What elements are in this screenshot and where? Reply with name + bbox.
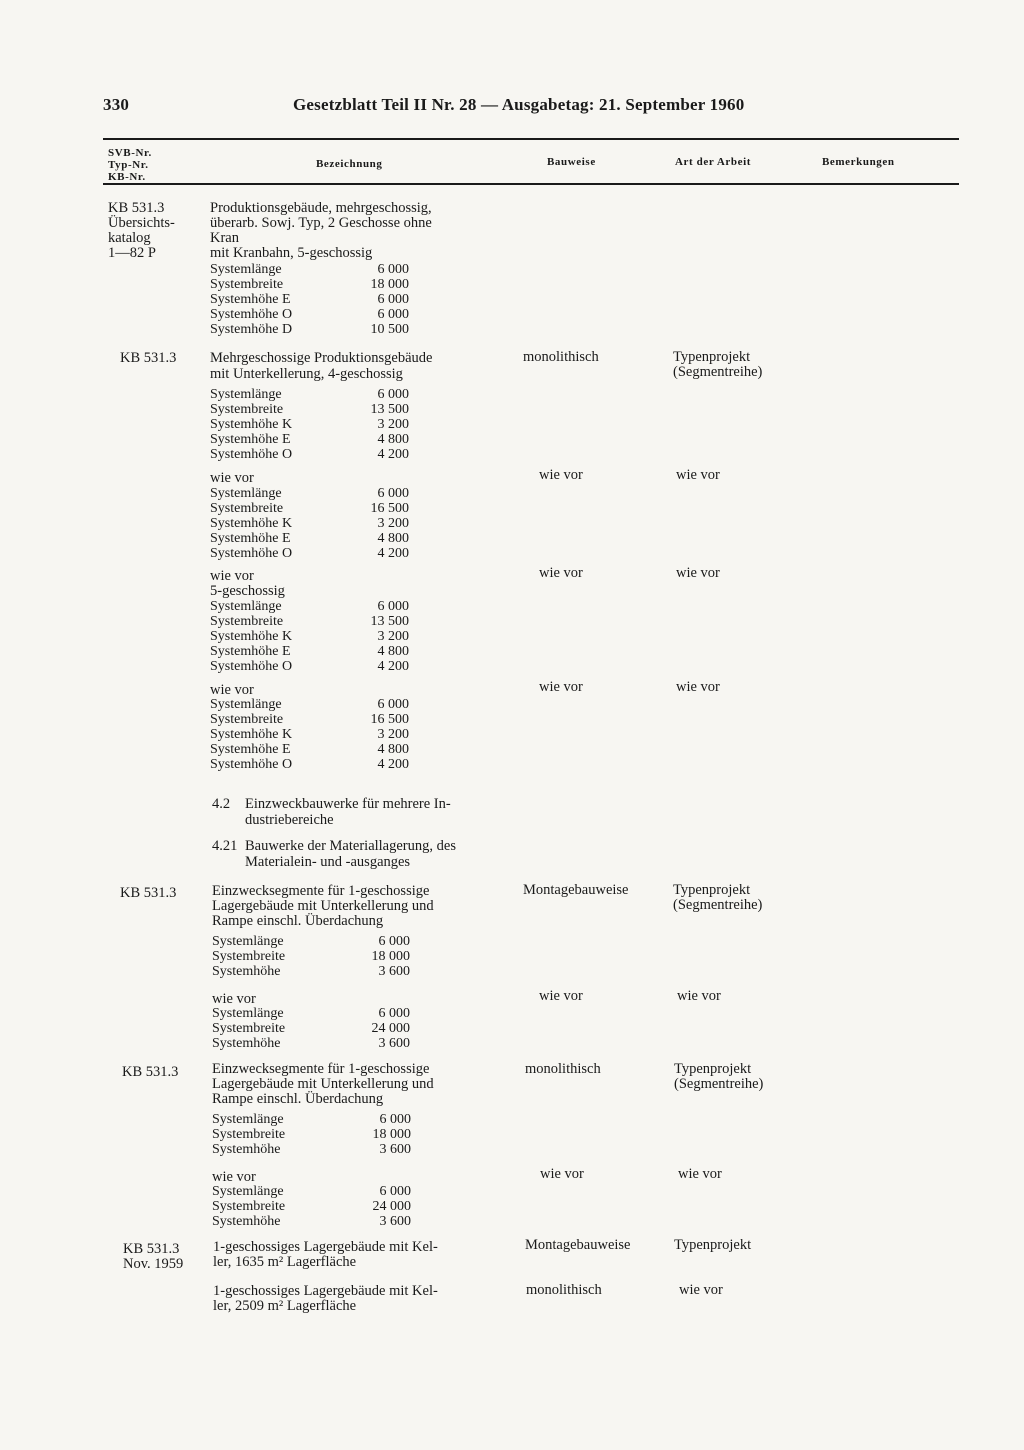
dimension-label: Systemlänge: [210, 387, 282, 402]
dimension-label: Systembreite: [212, 1199, 286, 1214]
dimension-value: 3 600: [378, 1036, 410, 1051]
dimension-label: Systemhöhe D: [210, 322, 293, 337]
entry-art: (Segmentreihe): [673, 364, 763, 380]
entry-bauweise: Montagebauweise: [525, 1237, 631, 1253]
dimension-label: Systembreite: [210, 501, 284, 516]
dimension-value: 3 200: [377, 417, 409, 432]
entry-description: Mehrgeschossige Produktionsgebäude: [210, 350, 433, 366]
dimension-label: Systemhöhe E: [210, 531, 291, 546]
section-title: Materialein- und -ausganges: [245, 854, 411, 870]
entry-description: wie vor: [210, 682, 254, 698]
col-bezeichnung: Bezeichnung: [316, 158, 383, 170]
entry-art: Typenprojekt: [673, 882, 751, 898]
entry-number: KB 531.3: [123, 1241, 180, 1257]
dimension-label: Systemhöhe K: [210, 727, 293, 742]
dimension-value: 4 200: [377, 757, 409, 772]
entry-bauweise: monolithisch: [525, 1061, 601, 1077]
dimension-label: Systemlänge: [210, 262, 282, 277]
dimension-value: 10 500: [370, 322, 409, 337]
entry-number: katalog: [108, 230, 151, 246]
dimension-label: Systembreite: [210, 614, 284, 629]
dimension-label: Systemlänge: [212, 1006, 284, 1021]
entry-bauweise: wie vor: [539, 679, 583, 695]
dimension-value: 18 000: [370, 277, 409, 292]
entry-art: Typenprojekt: [673, 349, 751, 365]
dimension-value: 6 000: [379, 1112, 411, 1127]
col-number-line-3: KB-Nr.: [108, 171, 146, 183]
entry-description: Rampe einschl. Überdachung: [212, 1091, 384, 1107]
entry-art: wie vor: [676, 467, 720, 483]
entry-number: KB 531.3: [120, 885, 177, 901]
dimension-value: 18 000: [372, 1127, 411, 1142]
entry-number: 1—82 P: [108, 245, 156, 261]
dimension-value: 6 000: [377, 307, 409, 322]
page-number: 330: [103, 95, 130, 114]
entry-number: KB 531.3: [122, 1064, 179, 1080]
dimension-label: Systemlänge: [212, 934, 284, 949]
dimension-label: Systemhöhe O: [210, 447, 293, 462]
section-title: Bauwerke der Materiallagerung, des: [245, 838, 456, 854]
entry-art: wie vor: [678, 1166, 722, 1182]
col-bemerkungen: Bemerkungen: [822, 156, 895, 168]
entry-description: Produktionsgebäude, mehrgeschossig,: [210, 200, 432, 216]
entry-description: Lagergebäude mit Unterkellerung und: [212, 898, 434, 914]
dimension-value: 13 500: [370, 402, 409, 417]
dimension-value: 4 800: [377, 644, 409, 659]
dimension-value: 4 200: [377, 546, 409, 561]
entry-description: wie vor: [212, 1169, 256, 1185]
entry-description: wie vor: [212, 991, 256, 1007]
dimension-label: Systemhöhe O: [210, 546, 293, 561]
entry-description: wie vor: [210, 568, 254, 584]
dimension-label: Systemhöhe: [212, 1142, 281, 1157]
entry-bauweise: Montagebauweise: [523, 882, 629, 898]
section-title: dustriebereiche: [245, 812, 334, 828]
entry-art: (Segmentreihe): [673, 897, 763, 913]
dimension-label: Systemhöhe: [212, 964, 281, 979]
col-number-line-1: SVB-Nr.: [108, 147, 152, 159]
entry-art: Typenprojekt: [674, 1237, 752, 1253]
dimension-label: Systemhöhe K: [210, 516, 293, 531]
dimension-label: Systembreite: [212, 1127, 286, 1142]
dimension-label: Systemhöhe: [212, 1214, 281, 1229]
col-bauweise: Bauweise: [547, 156, 596, 168]
dimension-label: Systembreite: [212, 949, 286, 964]
entry-art: wie vor: [676, 679, 720, 695]
entry-description: wie vor: [210, 470, 254, 486]
dimension-label: Systemhöhe O: [210, 757, 293, 772]
entry-art: wie vor: [676, 565, 720, 581]
entry-art: (Segmentreihe): [674, 1076, 764, 1092]
header-rule-bottom: [103, 183, 959, 185]
dimension-label: Systemhöhe O: [210, 659, 293, 674]
dimension-value: 3 600: [379, 1142, 411, 1157]
entry-bauweise: wie vor: [540, 1166, 584, 1182]
entry-description: Einzwecksegmente für 1-geschossige: [212, 1061, 430, 1077]
dimension-label: Systemhöhe O: [210, 307, 293, 322]
header-rule-top: [103, 138, 959, 140]
dimension-label: Systemhöhe E: [210, 292, 291, 307]
entry-description: Kran: [210, 230, 239, 246]
dimension-label: Systemhöhe E: [210, 432, 291, 447]
entry-description: 5-geschossig: [210, 583, 285, 599]
dimension-value: 6 000: [377, 697, 409, 712]
dimension-label: Systembreite: [212, 1021, 286, 1036]
dimension-label: Systemhöhe K: [210, 417, 293, 432]
dimension-value: 3 200: [377, 629, 409, 644]
dimension-label: Systemhöhe: [212, 1036, 281, 1051]
entry-number: Nov. 1959: [123, 1256, 184, 1272]
section-number: 4.2: [212, 796, 231, 812]
dimension-value: 16 500: [370, 712, 409, 727]
dimension-label: Systemhöhe E: [210, 644, 291, 659]
dimension-value: 6 000: [377, 599, 409, 614]
entry-description: ler, 1635 m² Lagerfläche: [213, 1254, 357, 1270]
entry-description: überarb. Sowj. Typ, 2 Geschosse ohne: [210, 215, 432, 231]
dimension-value: 18 000: [371, 949, 410, 964]
entry-number: KB 531.3: [108, 200, 165, 216]
entry-art: Typenprojekt: [674, 1061, 752, 1077]
dimension-value: 4 800: [377, 742, 409, 757]
dimension-value: 6 000: [377, 292, 409, 307]
dimension-label: Systemlänge: [210, 599, 282, 614]
entry-bauweise: wie vor: [539, 565, 583, 581]
entry-bauweise: wie vor: [539, 467, 583, 483]
entry-bauweise: monolithisch: [523, 349, 599, 365]
entry-description: 1-geschossiges Lagergebäude mit Kel-: [213, 1283, 438, 1299]
dimension-label: Systemlänge: [210, 486, 282, 501]
dimension-value: 24 000: [371, 1021, 410, 1036]
dimension-value: 4 200: [377, 659, 409, 674]
dimension-value: 3 200: [377, 727, 409, 742]
dimension-label: Systemlänge: [210, 697, 282, 712]
dimension-value: 4 200: [377, 447, 409, 462]
dimension-label: Systemlänge: [212, 1112, 284, 1127]
dimension-value: 6 000: [377, 262, 409, 277]
entry-art: wie vor: [679, 1282, 723, 1298]
section-number: 4.21: [212, 838, 238, 854]
dimension-value: 6 000: [378, 934, 410, 949]
entry-number: KB 531.3: [120, 350, 177, 366]
dimension-label: Systemhöhe K: [210, 629, 293, 644]
entry-description: mit Kranbahn, 5-geschossig: [210, 245, 373, 261]
entry-description: mit Unterkellerung, 4-geschossig: [210, 366, 403, 382]
dimension-value: 6 000: [377, 486, 409, 501]
dimension-value: 4 800: [377, 432, 409, 447]
entry-description: Rampe einschl. Überdachung: [212, 913, 384, 929]
dimension-label: Systembreite: [210, 402, 284, 417]
dimension-label: Systemlänge: [212, 1184, 284, 1199]
entry-description: Lagergebäude mit Unterkellerung und: [212, 1076, 434, 1092]
page-title: Gesetzblatt Teil II Nr. 28 — Ausgabetag: 21. September 1960: [293, 95, 745, 114]
col-number-line-2: Typ-Nr.: [108, 159, 149, 171]
entry-bauweise: wie vor: [539, 988, 583, 1004]
entry-bauweise: monolithisch: [526, 1282, 602, 1298]
dimension-value: 6 000: [377, 387, 409, 402]
entry-description: ler, 2509 m² Lagerfläche: [213, 1298, 357, 1314]
entry-description: 1-geschossiges Lagergebäude mit Kel-: [213, 1239, 438, 1255]
dimension-value: 6 000: [378, 1006, 410, 1021]
dimension-value: 3 600: [379, 1214, 411, 1229]
dimension-label: Systembreite: [210, 277, 284, 292]
dimension-value: 13 500: [370, 614, 409, 629]
entry-art: wie vor: [677, 988, 721, 1004]
entry-number: Übersichts-: [108, 215, 175, 231]
entry-description: Einzwecksegmente für 1-geschossige: [212, 883, 430, 899]
dimension-value: 4 800: [377, 531, 409, 546]
dimension-value: 3 600: [378, 964, 410, 979]
dimension-value: 3 200: [377, 516, 409, 531]
section-title: Einzweckbauwerke für mehrere In-: [245, 796, 451, 812]
dimension-value: 16 500: [370, 501, 409, 516]
dimension-label: Systembreite: [210, 712, 284, 727]
dimension-label: Systemhöhe E: [210, 742, 291, 757]
col-art: Art der Arbeit: [675, 156, 752, 168]
dimension-value: 6 000: [379, 1184, 411, 1199]
dimension-value: 24 000: [372, 1199, 411, 1214]
